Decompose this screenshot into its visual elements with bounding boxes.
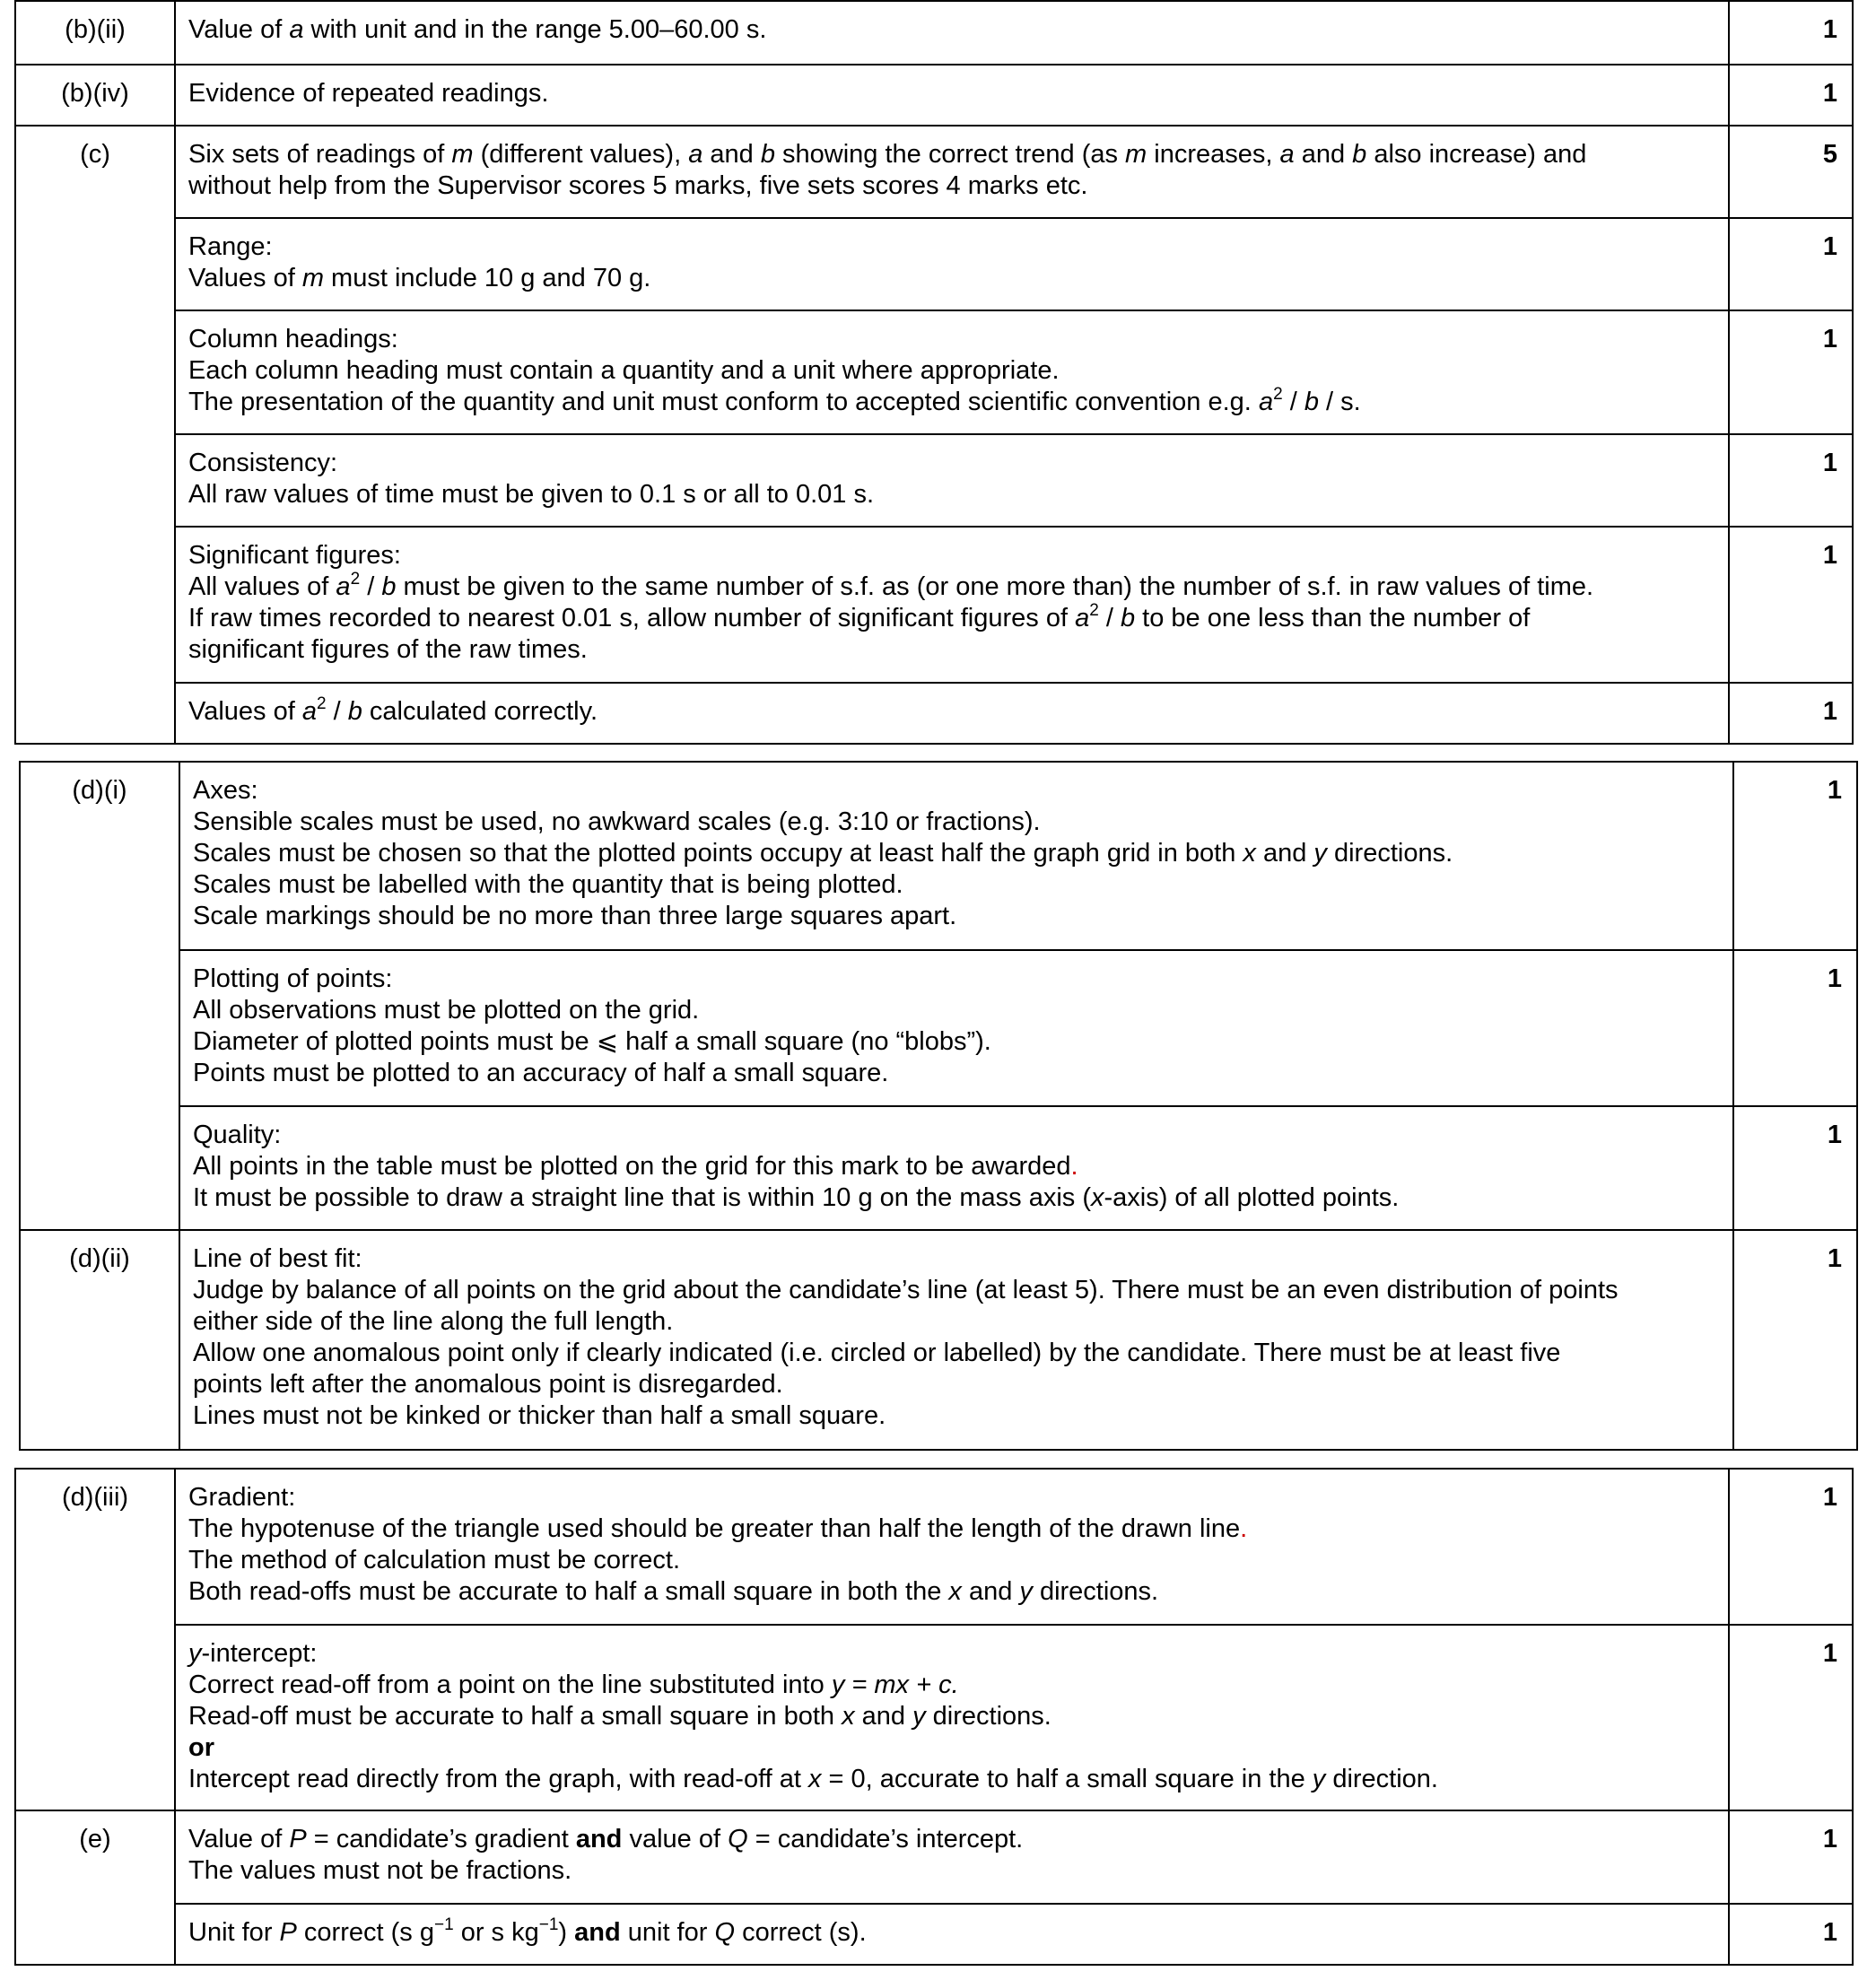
criterion-text: Value of a with unit and in the range 5.00–60.00 s.: [175, 1, 1729, 65]
question-ref: [15, 310, 175, 434]
criterion-text: Quality: All points in the table must be plotted on the grid for this mark to be awarded. It must be possible to draw a straight line that is within 10 g on the mass axis (x-axis) of all plotted points.: [179, 1106, 1733, 1230]
table-row: [15, 1810, 1853, 1904]
question-ref: [20, 950, 179, 1106]
table-row: [15, 310, 1853, 434]
question-ref: (b)(ii): [15, 1, 175, 65]
criterion-text: Plotting of points: All observations must be plotted on the grid. Diameter of plotted points must be ⩽ half a small square (no “blobs”). Points must be plotted to an accuracy of half a small square.: [179, 950, 1733, 1106]
mark-value: 1: [1729, 1904, 1853, 1965]
criterion-text: Values of $a^2$ / b calculated correctly.: [175, 683, 1729, 744]
mark-value: 1: [1729, 1625, 1853, 1810]
table-row: [15, 1904, 1853, 1965]
table-row: [20, 1106, 1857, 1230]
table-row: [15, 434, 1853, 527]
mark-value: 1: [1729, 683, 1853, 744]
criterion-text: Unit for P correct (s $g^{-1}$ or s $kg^{-1}$) and unit for Q correct (s).: [175, 1904, 1729, 1965]
table-row: [20, 762, 1857, 950]
mark-value: 5: [1729, 126, 1853, 218]
criterion-text: Line of best fit: Judge by balance of all points on the grid about the candidate’s line (at least 5). There must be an even distribution of points either side of the line along the full length. Allow one anomalous point only if clearly indicated (i.e. circled or labelled) by the candidate. There must be at least five points left after the anomalous point is disregarded. Lines must not be kinked or thicker than half a small square.: [179, 1230, 1733, 1450]
question-ref: (d)(ii): [20, 1230, 179, 1450]
mark-value: 1: [1729, 527, 1853, 683]
question-ref: (d)(iii): [15, 1469, 175, 1625]
question-ref: [15, 683, 175, 744]
mark-value: 1: [1729, 310, 1853, 434]
criterion-text: y-intercept: Correct read-off from a point on the line substituted into y = mx + c. Read-off must be accurate to half a small square in both x and y directions. or Intercept read directly from the graph, with read-off at x = 0, accurate to half a small square in the y direction.: [175, 1625, 1729, 1810]
criterion-text: Range: Values of m must include 10 g and 70 g.: [175, 218, 1729, 310]
question-ref: [15, 218, 175, 310]
question-ref: [15, 1625, 175, 1810]
marking-table-1: [14, 0, 1854, 745]
table-row: [15, 527, 1853, 683]
question-ref: [20, 1106, 179, 1230]
mark-value: 1: [1733, 762, 1857, 950]
table-row: [20, 1230, 1857, 1450]
question-ref: [15, 1904, 175, 1965]
table-row: [20, 950, 1857, 1106]
table-row: [15, 1469, 1853, 1625]
criterion-text: Six sets of readings of m (different values), a and b showing the correct trend (as m increases, a and b also increase) and without help from the Supervisor scores 5 marks, five sets scores 4 marks etc.: [175, 126, 1729, 218]
question-ref: [15, 434, 175, 527]
question-ref: (e): [15, 1810, 175, 1904]
table-row: [15, 1625, 1853, 1810]
table-row: [15, 218, 1853, 310]
table-row: [15, 683, 1853, 744]
marking-table-3: [14, 1468, 1854, 1966]
mark-value: 1: [1729, 1469, 1853, 1625]
question-ref: [15, 527, 175, 683]
mark-value: 1: [1729, 1, 1853, 65]
table-row: [15, 1, 1853, 65]
criterion-text: Gradient: The hypotenuse of the triangle used should be greater than half the length of the drawn line. The method of calculation must be correct. Both read-offs must be accurate to half a small square in both the x and y directions.: [175, 1469, 1729, 1625]
criterion-text: Column headings: Each column heading must contain a quantity and a unit where appropriate. The presentation of the quantity and unit must conform to accepted scientific convention e.g. $a^2$ / b / s.: [175, 310, 1729, 434]
marking-table-2: [19, 761, 1858, 1451]
mark-value: 1: [1733, 1230, 1857, 1450]
criterion-text: Significant figures: All values of $a^2$ / b must be given to the same number of s.f. as (or one more than) the number of s.f. in raw values of time. If raw times recorded to nearest 0.01 s, allow number of significant figures of $a^2$ / b to be one less than the number of significant figures of the raw times.: [175, 527, 1729, 683]
criterion-text: Value of P = candidate’s gradient and value of Q = candidate’s intercept. The values must not be fractions.: [175, 1810, 1729, 1904]
criterion-text: Axes: Sensible scales must be used, no awkward scales (e.g. 3:10 or fractions). Scales must be chosen so that the plotted points occupy at least half the graph grid in both x and y directions. Scales must be labelled with the quantity that is being plotted. Scale markings should be no more than three large squares apart.: [179, 762, 1733, 950]
criterion-text: Evidence of repeated readings.: [175, 65, 1729, 126]
question-ref: (c): [15, 126, 175, 218]
mark-value: 1: [1729, 65, 1853, 126]
mark-value: 1: [1733, 950, 1857, 1106]
table-row: [15, 126, 1853, 218]
mark-value: 1: [1729, 218, 1853, 310]
table-row: [15, 65, 1853, 126]
question-ref: (b)(iv): [15, 65, 175, 126]
mark-value: 1: [1729, 1810, 1853, 1904]
question-ref: (d)(i): [20, 762, 179, 950]
mark-value: 1: [1733, 1106, 1857, 1230]
criterion-text: Consistency: All raw values of time must be given to 0.1 s or all to 0.01 s.: [175, 434, 1729, 527]
mark-value: 1: [1729, 434, 1853, 527]
